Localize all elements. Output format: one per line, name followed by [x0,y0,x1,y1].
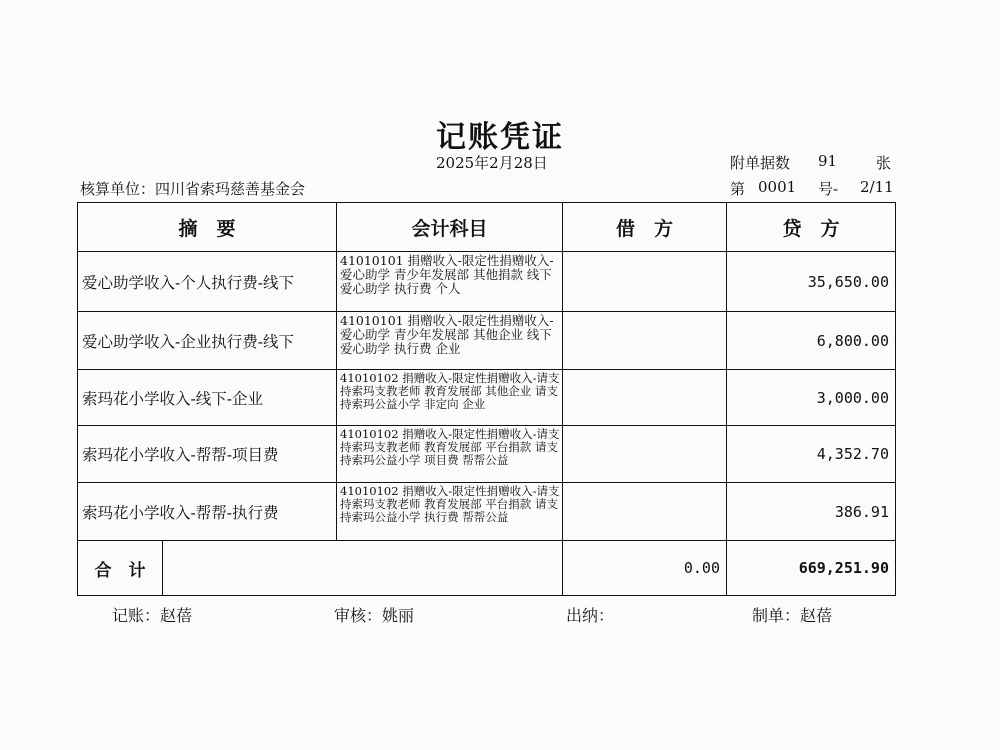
cashier-sign: 出纳： [566,606,615,625]
header-summary: 摘 要 [78,203,337,252]
total-row [78,541,896,596]
voucher-hao: 号- [818,180,839,198]
attachments-info [730,152,900,173]
row-debit [563,483,727,541]
unit-label: 核算单位： [80,180,156,198]
row-credit: 35,650.00 [727,252,896,312]
row-debit [563,426,727,483]
table-row [78,370,896,426]
voucher-table [77,202,896,596]
row-account: 41010101 捐赠收入-限定性捐赠收入-爱心助学 青少年发展部 其他企业 线下爱心助学 执行费 企业 [337,312,563,370]
attachments-count: 91 [818,152,838,170]
row-summary: 索玛花小学收入-帮帮-项目费 [78,426,337,483]
voucher-number [730,178,900,199]
table-row [78,483,896,541]
attachments-unit: 张 [876,154,892,172]
row-summary: 索玛花小学收入-线下-企业 [78,370,337,426]
row-credit: 3,000.00 [727,370,896,426]
row-debit [563,370,727,426]
row-summary: 爱心助学收入-企业执行费-线下 [78,312,337,370]
total-label-cell [78,541,563,596]
row-credit: 386.91 [727,483,896,541]
unit-name: 四川省索玛慈善基金会 [155,180,306,198]
table-row [78,312,896,370]
header-debit: 借 方 [563,203,727,252]
row-account: 41010102 捐赠收入-限定性捐赠收入-请支持索玛支教老师 教育发展部 平台捐款 请支持索玛公益小学 执行费 帮帮公益 [337,483,563,541]
bookkeeper-sign: 记账：赵蓓 [112,606,193,625]
row-account: 41010102 捐赠收入-限定性捐赠收入-请支持索玛支教老师 教育发展部 其他企业 请支持索玛公益小学 非定向 企业 [337,370,563,426]
row-debit [563,312,727,370]
total-label: 合 计 [78,541,163,595]
attachments-label: 附单据数 [730,154,791,172]
header-account: 会计科目 [337,203,563,252]
table-header-row [78,203,896,252]
total-credit: 669,251.90 [727,541,896,596]
voucher-page: 2/11 [860,178,894,196]
voucher-prefix: 第 [730,180,746,198]
table-row [78,252,896,312]
preparer-sign: 制单：赵蓓 [752,606,833,625]
row-credit: 4,352.70 [727,426,896,483]
header-credit: 贷 方 [727,203,896,252]
reviewer-sign: 审核：姚丽 [334,606,415,625]
voucher-date: 2025年2月28日 [436,154,548,172]
voucher-title: 记账凭证 [436,120,564,155]
total-debit: 0.00 [563,541,727,596]
table-row [78,426,896,483]
row-account: 41010101 捐赠收入-限定性捐赠收入-爱心助学 青少年发展部 其他捐款 线下爱心助学 执行费 个人 [337,252,563,312]
voucher-no: 0001 [758,178,797,196]
row-credit: 6,800.00 [727,312,896,370]
row-debit [563,252,727,312]
row-summary: 爱心助学收入-个人执行费-线下 [78,252,337,312]
row-account: 41010102 捐赠收入-限定性捐赠收入-请支持索玛支教老师 教育发展部 平台捐款 请支持索玛公益小学 项目费 帮帮公益 [337,426,563,483]
row-summary: 索玛花小学收入-帮帮-执行费 [78,483,337,541]
accounting-unit [80,178,305,199]
